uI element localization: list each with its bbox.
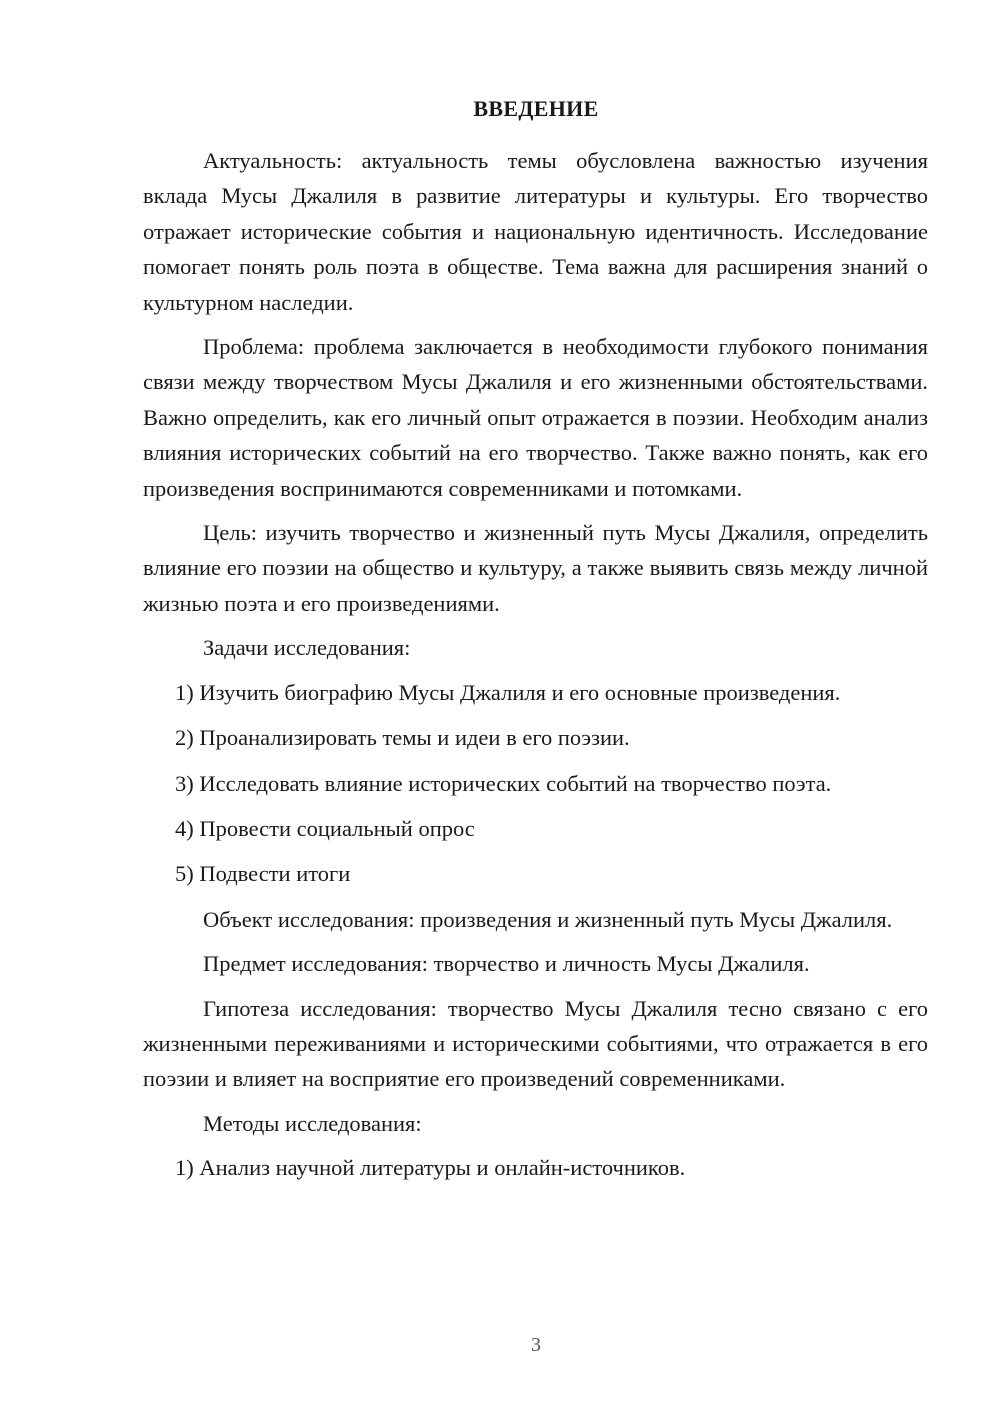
list-item: 5) Подвести итоги: [175, 861, 351, 887]
methods-list: [143, 1150, 928, 1185]
goal-paragraph: Цель: изучить творчество и жизненный путь Мусы Джалиля, определить влияние его поэзии на общество и культуру, а также выявить связь между личной жизнью поэта и его произведениями.: [143, 520, 928, 616]
methods-heading: Методы исследования:: [203, 1110, 422, 1136]
problem-paragraph: Проблема: проблема заключается в необходимости глубокого понимания связи между творчеством Мусы Джалиля и его жизненными обстоятельствами. Важно определить, как его личный опыт отражается в поэзии. Необходим анализ влияния исторических событий на его творчество. Также важно понять, как его произведения воспринимаются современниками и потомками.: [143, 334, 928, 501]
list-item: 1) Изучить биографию Мусы Джалиля и его основные произведения.: [175, 679, 841, 705]
subject-paragraph: Предмет исследования: творчество и личность Мусы Джалиля.: [203, 951, 810, 977]
list-item: 3) Исследовать влияние исторических событий на творчество поэта.: [175, 770, 832, 796]
page-number: 3: [531, 1334, 541, 1356]
page-title: ВВЕДЕНИЕ: [473, 96, 599, 121]
tasks-list: [143, 675, 928, 892]
relevance-paragraph: Актуальность: актуальность темы обусловлена важностью изучения вклада Мусы Джалиля в развитие литературы и культуры. Его творчество отражает исторические события и национальную идентичность. Исследование помогает понять роль поэта в обществе. Тема важна для расширения знаний о культурном наследии.: [143, 148, 928, 315]
tasks-heading: Задачи исследования:: [203, 635, 411, 661]
list-item: 2) Проанализировать темы и идеи в его поэзии.: [175, 725, 630, 751]
object-paragraph: Объект исследования: произведения и жизненный путь Мусы Джалиля.: [203, 906, 893, 932]
list-item: 4) Провести социальный опрос: [175, 815, 475, 841]
document-body: [143, 143, 928, 1196]
list-item: 1) Анализ научной литературы и онлайн-источников.: [175, 1155, 686, 1181]
hypothesis-paragraph: Гипотеза исследования: творчество Мусы Джалиля тесно связано с его жизненными переживаниями и историческими событиями, что отражается в его поэзии и влияет на восприятие его произведений современниками.: [143, 995, 928, 1092]
